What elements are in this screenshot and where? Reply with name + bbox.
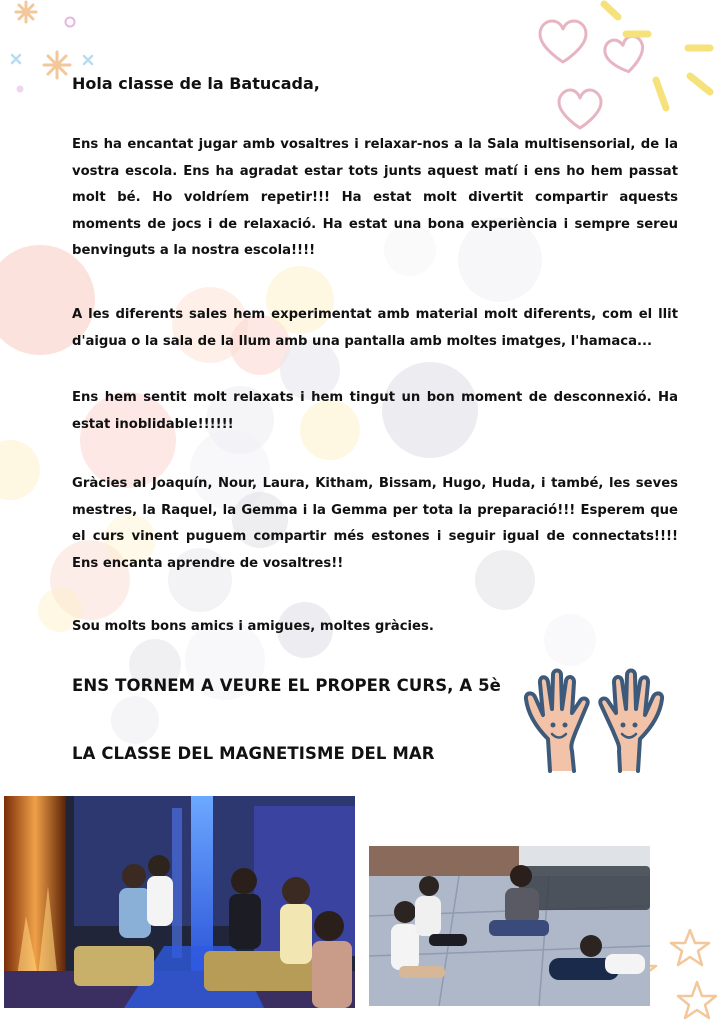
paragraph-friends: Sou molts bons amics i amigues, moltes gràcies. (72, 619, 434, 634)
headline-see-you: ENS TORNEM A VEURE EL PROPER CURS, A 5è (72, 676, 501, 695)
paragraph-intro: Ens ha encantat jugar amb vosaltres i relaxar-nos a la Sala multisensorial, de la vostra escola. Ens ha agradat estar tots junts aquest matí i ens ho hem passat molt bé. Ho voldríem repetir!!! Ha estat molt divertit compartir aquests moments de jocs i de relaxació. Ha estat una bona experiència i sempre sereu benvinguts a la nostra escola!!!! (72, 137, 678, 259)
paragraph-rooms: A les diferents sales hem experimentat amb material molt diferents, com el llit d'aigua o la sala de la llum amb una pantalla amb moltes imatges, l'hamaca... (72, 307, 678, 349)
paragraph-thanks: Gràcies al Joaquín, Nour, Laura, Kitham, Bissam, Hugo, Huda, i també, les seves mestres, la Raquel, la Gemma i la Gemma per tota la preparació!!! Esperem que el curs vinent puguem compartir més estones i seguir igual de connectats!!!! Ens encanta aprendre de vosaltres!! (72, 476, 678, 571)
sun-rays-icon (590, 0, 717, 125)
multisensory-room-photo (4, 796, 355, 1008)
mat-room-photo (369, 846, 650, 1006)
greeting: Hola classe de la Batucada, (72, 74, 320, 93)
paragraph-relaxed: Ens hem sentit molt relaxats i hem tingut un bon moment de desconnexió. Ha estat inoblidable!!!!!! (72, 390, 678, 432)
waving-hands-icon (520, 665, 665, 777)
headline-class-name: LA CLASSE DEL MAGNETISME DEL MAR (72, 744, 435, 763)
